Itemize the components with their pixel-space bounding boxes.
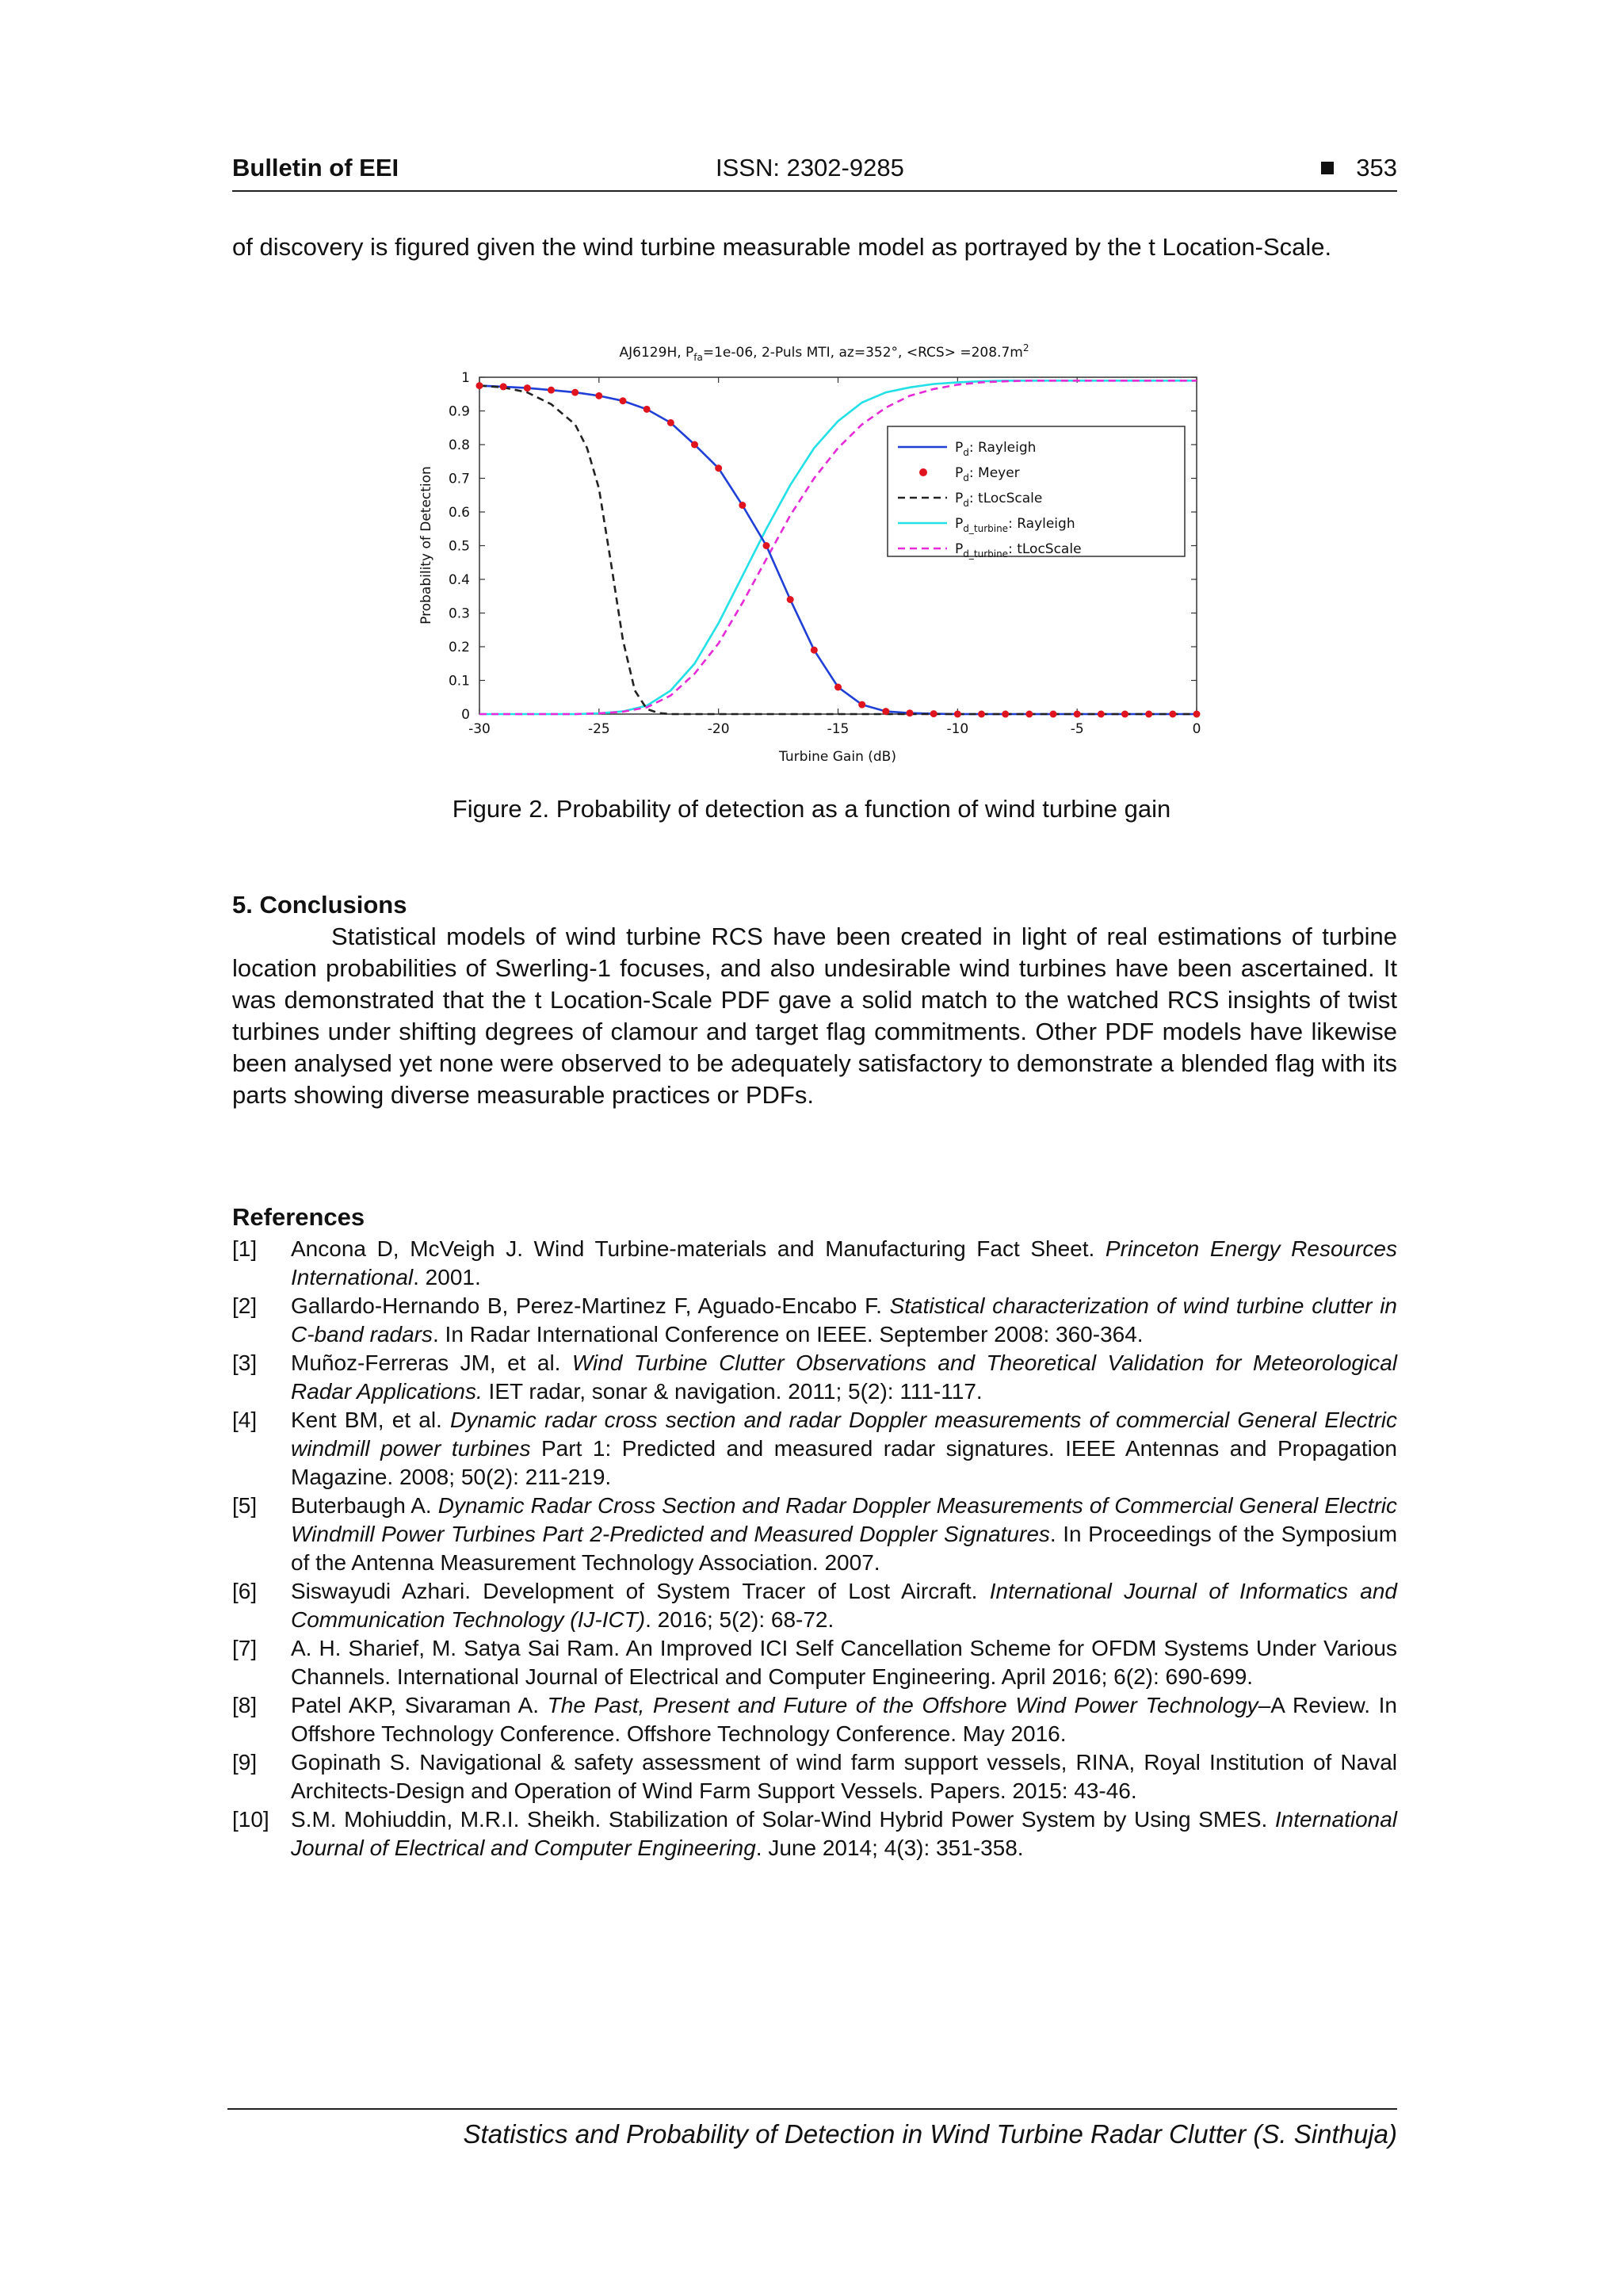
reference-text: Buterbaugh A. xyxy=(291,1493,438,1518)
meyer-point xyxy=(500,383,507,390)
reference-item xyxy=(232,1492,1397,1577)
y-tick-label: 0 xyxy=(461,707,470,723)
reference-number: [7] xyxy=(232,1636,258,1660)
reference-item xyxy=(232,1406,1397,1492)
reference-text: Siswayudi Azhari. Development of System Tracer of Lost Aircraft. xyxy=(291,1579,990,1603)
meyer-point xyxy=(858,701,865,709)
reference-item xyxy=(232,1577,1397,1634)
page-number: 353 xyxy=(1321,154,1397,182)
reference-text: The Past, Present and Future of the Offshore Wind Power Technology xyxy=(547,1693,1258,1717)
legend-label: $P_{d\_turbine}$: tLocScale xyxy=(955,541,1082,560)
meyer-point xyxy=(620,397,627,404)
reference-text: Part 1: Predicted and measured radar signatures. IEEE Antennas and Propagation Magazine. 2008; 50(2): 211-219. xyxy=(291,1436,1397,1489)
meyer-point xyxy=(1098,711,1105,718)
y-tick-label: 0.8 xyxy=(448,437,470,453)
reference-number: [5] xyxy=(232,1493,258,1518)
reference-text: International Journal of Electrical and Computer Engineering xyxy=(291,1807,1397,1860)
reference-number: [10] xyxy=(232,1807,269,1832)
meyer-point xyxy=(930,710,938,717)
reference-text: . In Proceedings of the Symposium of the Antenna Measurement Technology Association. 2007. xyxy=(291,1522,1398,1575)
meyer-point xyxy=(954,711,961,718)
conclusions-paragraph: Statistical models of wind turbine RCS have been created in light of real estimations of turbine location probabilities of Swerling-1 focuses, and also undesirable wind turbines have been ascertained. It was demonstrated that the t Location-Scale PDF gave a solid match to the watched RCS insights of twist turbines under shifting degrees of clamour and target flag commitments. Other PDF models have likewise been analysed yet none were observed to be adequately satisfactory to demonstrate a blended flag with its parts showing diverse measurable practices or PDFs. xyxy=(232,923,1397,1109)
reference-text: Ancona D, McVeigh J. Wind Turbine-materials and Manufacturing Fact Sheet. xyxy=(291,1236,1106,1261)
meyer-point xyxy=(787,596,794,603)
conclusions-heading: 5. Conclusions xyxy=(232,891,407,919)
reference-number: [6] xyxy=(232,1579,258,1603)
meyer-point xyxy=(1025,711,1033,718)
x-tick-label: -30 xyxy=(468,721,491,737)
meyer-point xyxy=(1050,711,1057,718)
meyer-point xyxy=(1002,711,1009,718)
meyer-point xyxy=(834,684,842,691)
reference-text: Statistical characterization of wind turbine clutter in C-band radars xyxy=(291,1293,1397,1347)
y-tick-label: 0.2 xyxy=(448,640,470,655)
meyer-point xyxy=(1193,711,1201,718)
reference-number: [4] xyxy=(232,1408,258,1432)
reference-text: A. H. Sharief, M. Satya Sai Ram. An Improved ICI Self Cancellation Scheme for OFDM Systems Under Various Channels. International Journal of Electrical and Computer Engineering. April 2016; 6(2): 690-699. xyxy=(291,1636,1397,1689)
reference-text: Dynamic radar cross section and radar Doppler measurements of commercial General Electric windmill power turbines xyxy=(291,1408,1398,1461)
x-tick-label: -10 xyxy=(946,721,969,737)
reference-item xyxy=(232,1805,1397,1862)
reference-text: Muñoz-Ferreras JM, et al. xyxy=(291,1350,572,1375)
reference-text: Gallardo-Hernando B, Perez-Martinez F, Aguado-Encabo F. xyxy=(291,1293,890,1318)
legend-label: $P_{d\_turbine}$: Rayleigh xyxy=(955,516,1075,534)
reference-text: Patel AKP, Sivaraman A. xyxy=(291,1693,548,1717)
x-axis-label: Turbine Gain (dB) xyxy=(779,749,896,765)
meyer-point xyxy=(1169,711,1176,718)
page-header xyxy=(232,154,1397,192)
chart-legend xyxy=(888,426,1185,560)
figure-caption: Figure 2. Probability of detection as a function of wind turbine gain xyxy=(452,795,1171,823)
reference-text: . In Radar International Conference on IEEE. September 2008: 360-364. xyxy=(432,1322,1144,1347)
reference-item xyxy=(232,1691,1397,1748)
meyer-point xyxy=(1074,711,1081,718)
references-heading: References xyxy=(232,1203,365,1231)
page-footer: Statistics and Probability of Detection in Wind Turbine Radar Clutter (S. Sinthuja) xyxy=(227,2108,1397,2149)
meyer-point xyxy=(978,711,985,718)
detection-chart xyxy=(400,333,1232,777)
x-tick-label: 0 xyxy=(1192,721,1201,737)
legend-label: $P_d$: tLocScale xyxy=(955,491,1043,509)
reference-text: Gopinath S. Navigational & safety assessment of wind farm support vessels, RINA, Royal Institution of Naval Architects-Design and Operation of Wind Farm Support Vessels. Papers. 2015: 43-46. xyxy=(291,1750,1397,1803)
y-tick-label: 0.1 xyxy=(448,673,470,690)
reference-item xyxy=(232,1634,1397,1691)
reference-text: International Journal of Informatics and Communication Technology (IJ-ICT) xyxy=(291,1579,1397,1632)
y-tick-label: 0.6 xyxy=(448,505,470,521)
x-tick-label: -15 xyxy=(827,721,850,737)
reference-text: Kent BM, et al. xyxy=(291,1408,450,1432)
reference-text: S.M. Mohiuddin, M.R.I. Sheikh. Stabilization of Solar-Wind Hybrid Power System by Using SMES. xyxy=(291,1807,1275,1832)
meyer-point xyxy=(882,708,889,715)
meyer-point xyxy=(811,647,818,654)
x-tick-label: -20 xyxy=(707,721,730,737)
reference-number: [3] xyxy=(232,1350,258,1375)
legend-swatch xyxy=(919,468,927,476)
reference-number: [2] xyxy=(232,1293,258,1318)
reference-number: [1] xyxy=(232,1236,258,1261)
intro-paragraph: of discovery is figured given the wind turbine measurable model as portrayed by the t Location-Scale. xyxy=(232,233,1332,261)
y-tick-label: 0.5 xyxy=(448,538,470,555)
y-tick-label: 0.7 xyxy=(448,471,470,487)
reference-item xyxy=(232,1235,1397,1292)
y-tick-label: 1 xyxy=(461,370,470,386)
legend-label: $P_d$: Rayleigh xyxy=(955,440,1037,458)
legend-label: $P_d$: Meyer xyxy=(955,465,1020,483)
meyer-point xyxy=(524,384,531,392)
reference-number: [9] xyxy=(232,1750,258,1775)
y-tick-label: 0.4 xyxy=(448,572,470,588)
issn: ISSN: 2302-9285 xyxy=(716,154,904,181)
reference-item xyxy=(232,1349,1397,1406)
meyer-point xyxy=(763,542,770,549)
meyer-point xyxy=(1145,711,1152,718)
reference-text: Wind Turbine Clutter Observations and Theoretical Validation for Meteorological Radar Applications. xyxy=(291,1350,1398,1404)
meyer-point xyxy=(715,464,722,472)
meyer-point xyxy=(571,389,579,396)
reference-text: –A Review. In Offshore Technology Conference. Offshore Technology Conference. May 2016. xyxy=(291,1693,1397,1746)
reference-text: . 2016; 5(2): 68-72. xyxy=(645,1607,834,1632)
reference-text: Dynamic Radar Cross Section and Radar Doppler Measurements of Commercial General Electric Windmill Power Turbines Part 2-Predicted and Measured Doppler Signatures xyxy=(291,1493,1397,1546)
x-tick-label: -25 xyxy=(587,721,610,737)
reference-number: [8] xyxy=(232,1693,258,1717)
meyer-point xyxy=(907,709,914,716)
reference-text: . 2001. xyxy=(413,1265,481,1289)
y-axis-label: Probability of Detection xyxy=(418,466,434,625)
reference-item xyxy=(232,1292,1397,1349)
reference-text: . June 2014; 4(3): 351-358. xyxy=(755,1836,1024,1860)
meyer-point xyxy=(595,392,602,399)
y-tick-label: 0.9 xyxy=(448,403,470,420)
meyer-point xyxy=(548,387,555,394)
meyer-point xyxy=(1121,711,1128,718)
journal-name: Bulletin of EEI xyxy=(232,154,399,181)
meyer-point xyxy=(643,406,651,413)
reference-text: Princeton Energy Resources International xyxy=(291,1236,1397,1289)
meyer-point xyxy=(476,382,483,389)
y-tick-label: 0.3 xyxy=(448,606,470,622)
figure-2 xyxy=(400,333,1232,777)
reference-list xyxy=(232,1235,1397,1862)
reference-text: IET radar, sonar & navigation. 2011; 5(2): 111-117. xyxy=(482,1379,983,1404)
x-tick-label: -5 xyxy=(1070,721,1084,737)
meyer-point xyxy=(739,502,746,509)
meyer-point xyxy=(691,441,698,449)
meyer-point xyxy=(667,419,674,426)
chart-title: AJ6129H, $P_{fa}=1e-06$, 2-Puls MTI, az=352°, $<RCS> =208.7m^2$ xyxy=(619,342,1029,363)
reference-item xyxy=(232,1748,1397,1805)
